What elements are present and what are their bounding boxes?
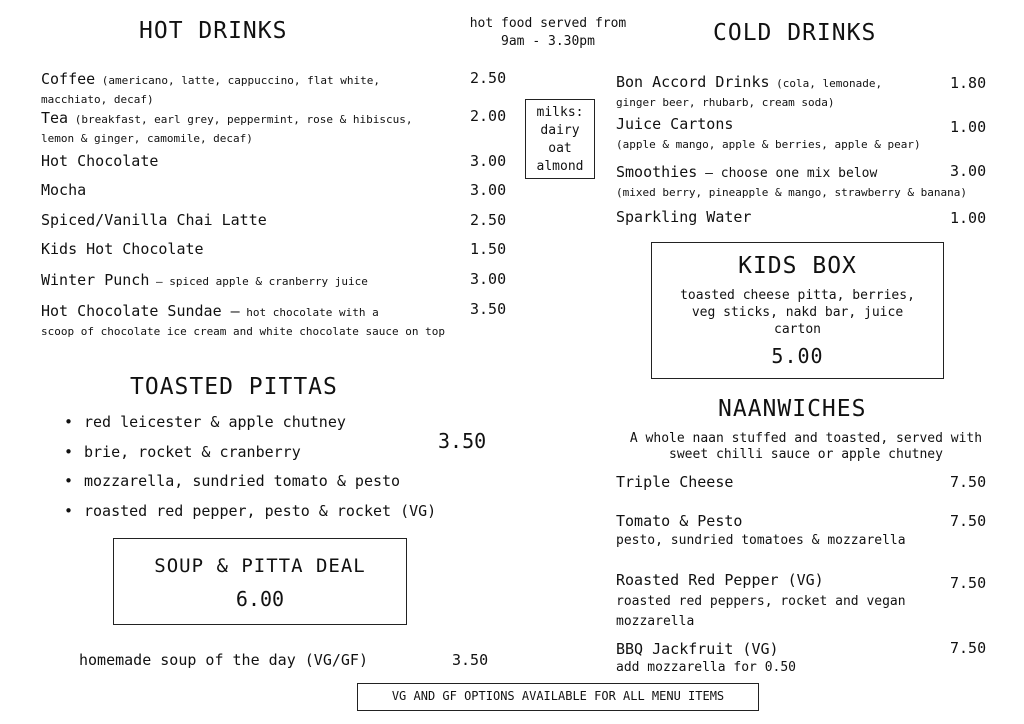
price-tea: 2.00 [470, 107, 507, 125]
kids-box [651, 242, 944, 379]
soup-pitta-deal-title: SOUP & PITTA DEAL [154, 555, 366, 577]
price-coffee: 2.50 [470, 69, 507, 87]
naanwiches-intro: A whole naan stuffed and toasted, served with sweet chilli sauce or apple chutney [629, 431, 983, 462]
price-tomato-pesto: 7.50 [950, 512, 987, 530]
price-kids-hot-chocolate: 1.50 [470, 240, 507, 258]
menu-item-chai-latte: Spiced/Vanilla Chai Latte [41, 211, 267, 229]
menu-item-sparkling-water: Sparkling Water [616, 208, 752, 226]
pitta-option: • red leicester & apple chutney [64, 413, 346, 431]
kids-box-title: KIDS BOX [738, 253, 857, 279]
milk-option: dairy [540, 123, 580, 138]
menu-item-hot-chocolate: Hot Chocolate [41, 152, 159, 170]
pittas-price: 3.50 [438, 429, 487, 453]
naanwich-roasted-red-pepper-desc: roasted red peppers, rocket and vegan mozzarella [616, 594, 906, 629]
milk-option: oat [548, 141, 572, 156]
naanwich-triple-cheese: Triple Cheese [616, 473, 734, 491]
soup-pitta-deal-box [113, 538, 407, 625]
price-smoothies: 3.00 [950, 162, 987, 180]
price-bon-accord: 1.80 [950, 74, 987, 92]
naanwich-bbq-jackfruit: BBQ Jackfruit (VG) [616, 640, 779, 658]
kids-box-description: toasted cheese pitta, berries, veg sticks, nakd bar, juice carton [680, 288, 915, 337]
price-sparkling-water: 1.00 [950, 209, 987, 227]
price-soup: 3.50 [452, 651, 489, 669]
menu-item-coffee: Coffee (americano, latte, cappuccino, flat white, macchiato, decaf) [41, 70, 380, 106]
menu-item-juice-cartons: Juice Cartons (apple & mango, apple & berries, apple & pear) [616, 115, 921, 151]
price-hot-chocolate-sundae: 3.50 [470, 300, 507, 318]
pitta-option: • brie, rocket & cranberry [64, 443, 301, 461]
price-hot-chocolate: 3.00 [470, 152, 507, 170]
naanwich-roasted-red-pepper: Roasted Red Pepper (VG) [616, 571, 824, 589]
pitta-option: • mozzarella, sundried tomato & pesto [64, 472, 400, 490]
price-chai-latte: 2.50 [470, 211, 507, 229]
menu-item-smoothies: Smoothies – choose one mix below (mixed berry, pineapple & mango, strawberry & banana) [616, 163, 967, 199]
pitta-option: • roasted red pepper, pesto & rocket (VG) [64, 502, 436, 520]
price-triple-cheese: 7.50 [950, 473, 987, 491]
kids-box-price: 5.00 [771, 344, 824, 368]
menu-item-hot-chocolate-sundae: Hot Chocolate Sundae – hot chocolate with a scoop of chocolate ice cream and white chocolate sauce on top [41, 302, 445, 338]
price-roasted-red-pepper: 7.50 [950, 574, 987, 592]
menu-item-mocha: Mocha [41, 181, 87, 199]
menu-item-kids-hot-chocolate: Kids Hot Chocolate [41, 240, 204, 258]
menu-item-winter-punch: Winter Punch – spiced apple & cranberry juice [41, 271, 368, 289]
naanwich-tomato-pesto: Tomato & Pesto [616, 512, 743, 530]
hot-food-note: hot food served from 9am - 3.30pm [469, 16, 627, 49]
footer-options-note: VG AND GF OPTIONS AVAILABLE FOR ALL MENU ITEMS [357, 683, 759, 711]
milk-option: almond [536, 159, 584, 174]
soup-pitta-deal-price: 6.00 [235, 587, 285, 611]
price-winter-punch: 3.00 [470, 270, 507, 288]
naanwich-tomato-pesto-desc: pesto, sundried tomatoes & mozzarella [616, 533, 906, 548]
soup-of-the-day: homemade soup of the day (VG/GF) [79, 651, 368, 669]
menu-item-tea: Tea (breakfast, earl grey, peppermint, rose & hibiscus, lemon & ginger, camomile, decaf) [41, 109, 413, 145]
price-mocha: 3.00 [470, 181, 507, 199]
price-bbq-jackfruit: 7.50 [950, 639, 987, 657]
naanwich-bbq-jackfruit-desc: add mozzarella for 0.50 [616, 660, 797, 675]
toasted-pittas-heading: TOASTED PITTAS [130, 374, 338, 400]
milks-box: milks: dairy oat almond [525, 99, 595, 179]
menu-item-bon-accord: Bon Accord Drinks (cola, lemonade, ginger beer, rhubarb, cream soda) [616, 73, 883, 109]
price-juice-cartons: 1.00 [950, 118, 987, 136]
cold-drinks-heading: COLD DRINKS [713, 20, 877, 46]
naanwiches-heading: NAANWICHES [718, 396, 867, 422]
hot-drinks-heading: HOT DRINKS [139, 18, 288, 44]
